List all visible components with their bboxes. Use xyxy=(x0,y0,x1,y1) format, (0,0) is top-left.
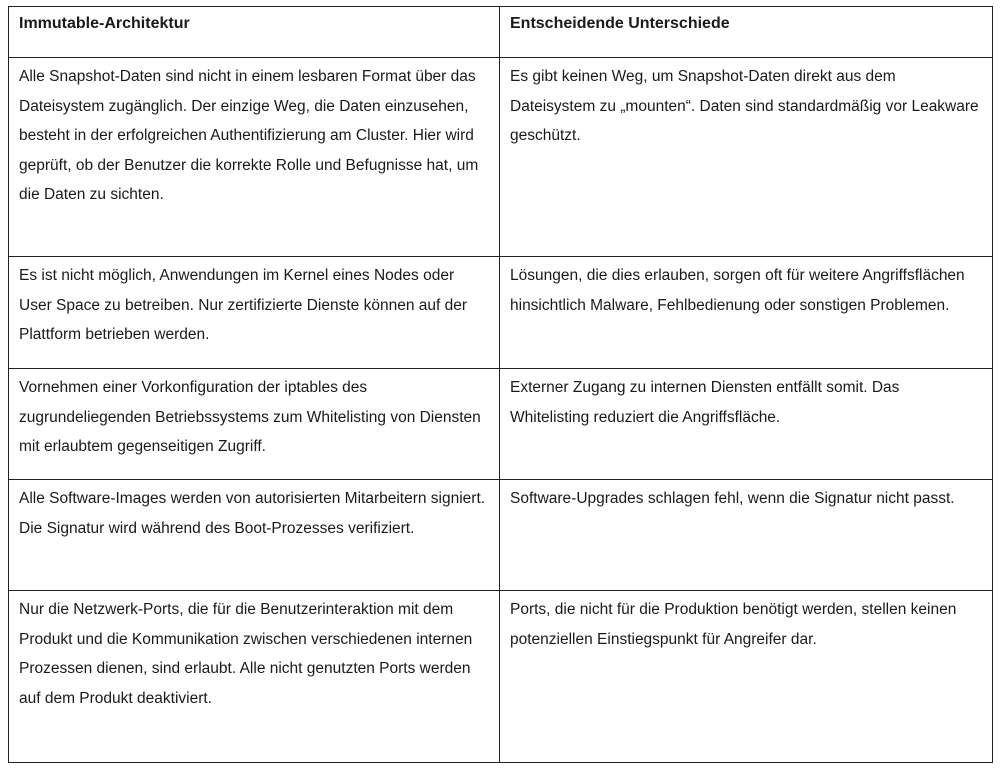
table-row xyxy=(9,257,993,369)
difference-cell: Es gibt keinen Weg, um Snapshot-Daten direkt aus dem Dateisystem zu „mounten“. Daten sind standardmäßig vor Leakware geschützt. xyxy=(500,58,993,257)
architecture-cell: Nur die Netzwerk-Ports, die für die Benutzerinteraktion mit dem Produkt und die Kommunikation zwischen verschiedenen internen Prozessen dienen, sind erlaubt. Alle nicht genutzten Ports werden auf dem Produkt deaktiviert. xyxy=(9,591,500,763)
comparison-table xyxy=(8,6,993,763)
architecture-cell: Vornehmen einer Vorkonfiguration der iptables des zugrundeliegenden Betriebssystems zum Whitelisting von Diensten mit erlaubtem gegenseitigen Zugriff. xyxy=(9,369,500,480)
header-immutable-architecture: Immutable-Architektur xyxy=(9,7,500,58)
table-body xyxy=(9,58,993,763)
table-row xyxy=(9,58,993,257)
architecture-cell: Es ist nicht möglich, Anwendungen im Kernel eines Nodes oder User Space zu betreiben. Nur zertifizierte Dienste können auf der Plattform betrieben werden. xyxy=(9,257,500,369)
difference-cell: Software-Upgrades schlagen fehl, wenn die Signatur nicht passt. xyxy=(500,480,993,591)
difference-cell: Externer Zugang zu internen Diensten entfällt somit. Das Whitelisting reduziert die Angriffsfläche. xyxy=(500,369,993,480)
header-key-differences: Entscheidende Unterschiede xyxy=(500,7,993,58)
architecture-cell: Alle Software-Images werden von autorisierten Mitarbeitern signiert. Die Signatur wird während des Boot-Prozesses verifiziert. xyxy=(9,480,500,591)
header-row xyxy=(9,7,993,58)
table-row xyxy=(9,369,993,480)
table-row xyxy=(9,591,993,763)
difference-cell: Ports, die nicht für die Produktion benötigt werden, stellen keinen potenziellen Einstiegspunkt für Angreifer dar. xyxy=(500,591,993,763)
architecture-cell: Alle Snapshot-Daten sind nicht in einem lesbaren Format über das Dateisystem zugänglich. Der einzige Weg, die Daten einzusehen, besteht in der erfolgreichen Authentifizierung am Cluster. Hier wird geprüft, ob der Benutzer die korrekte Rolle und Befugnisse hat, um die Daten zu sichten. xyxy=(9,58,500,257)
table-row xyxy=(9,480,993,591)
difference-cell: Lösungen, die dies erlauben, sorgen oft für weitere Angriffsflächen hinsichtlich Malware, Fehlbedienung oder sonstigen Problemen. xyxy=(500,257,993,369)
table-header xyxy=(9,7,993,58)
